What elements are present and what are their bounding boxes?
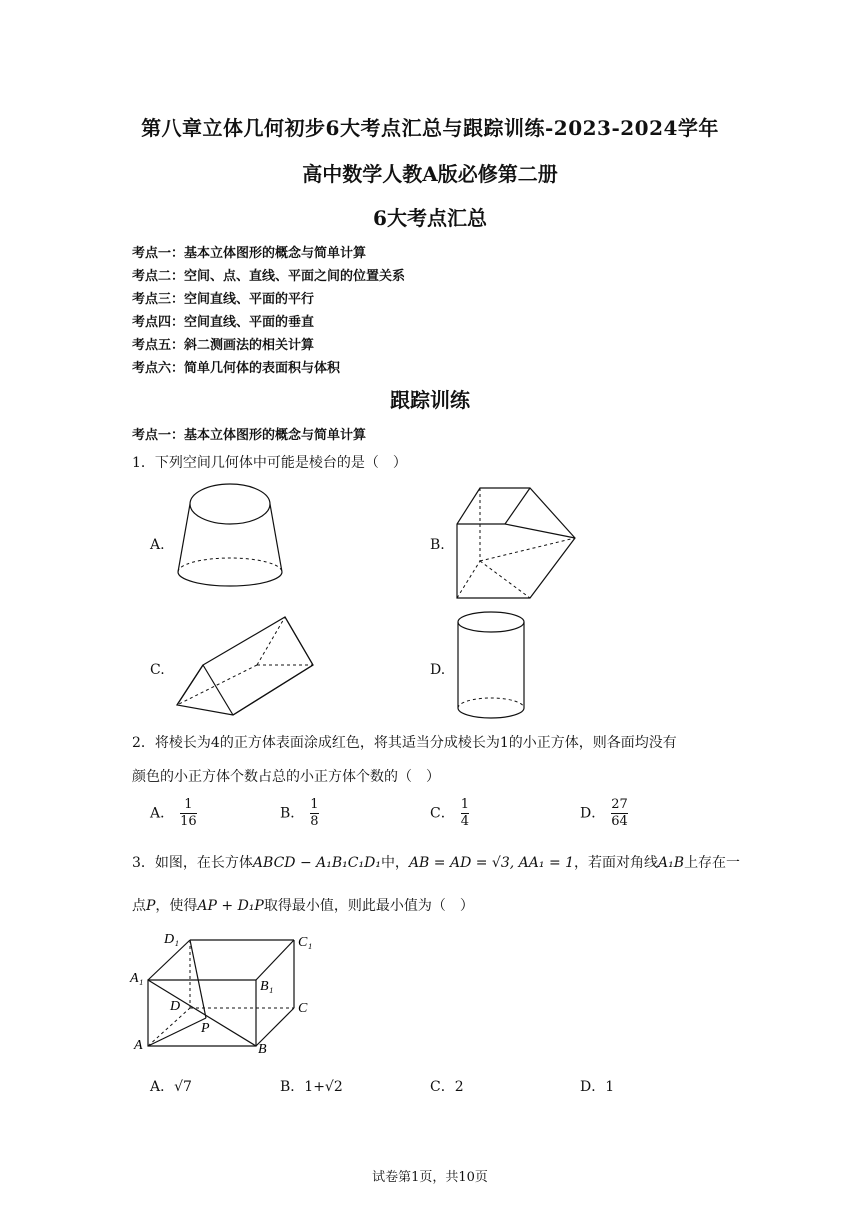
label-b: B <box>258 1042 267 1057</box>
label-d: D <box>170 999 181 1014</box>
summary-heading: 6大考点汇总 <box>373 206 487 230</box>
q3-stem-text-5: 点 <box>132 898 146 914</box>
topic-3: 考点三：空间直线、平面的平行 <box>132 292 315 307</box>
q1-label-b: B. <box>430 537 445 553</box>
q3-diagonal-name: A₁B <box>658 855 685 871</box>
training-heading: 跟踪训练 <box>390 388 470 412</box>
page-footer: 试卷第1页，共10页 <box>372 1170 488 1185</box>
q3-stem-text-7: 取得最小值，则此最小值为（ ） <box>263 898 474 914</box>
q3-option-d-value: 1 <box>605 1079 615 1095</box>
q3-expression: AP + D₁P <box>197 898 264 914</box>
q2-option-b-num: 1 <box>310 797 319 812</box>
label-c: C <box>298 1001 308 1016</box>
q1-stem: 1．下列空间几何体中可能是棱台的是（ ） <box>132 455 407 471</box>
q3-stem-text-1: 3．如图，在长方体 <box>132 855 253 871</box>
topic-5: 考点五：斜二测画法的相关计算 <box>132 338 315 353</box>
q2-option-b-den: 8 <box>310 814 319 829</box>
q2-stem-line-2: 颜色的小正方体个数占总的小正方体个数的（ ） <box>132 769 440 785</box>
topic-1: 考点一：基本立体图形的概念与简单计算 <box>132 246 367 261</box>
q3-given-lengths: AB = AD = √3, AA₁ = 1 <box>408 855 575 871</box>
q3-stem-line-1 <box>132 852 740 872</box>
cylinder-figure <box>455 610 527 722</box>
q2-option-c-label: C． <box>430 805 455 822</box>
q2-option-d-den: 64 <box>611 814 628 829</box>
q3-option-b-label: B． <box>280 1079 305 1095</box>
label-a: A <box>134 1038 143 1053</box>
q3-option-b <box>280 1076 343 1096</box>
q2-option-a-num: 1 <box>184 797 193 812</box>
q3-stem-text-6: ，使得 <box>155 898 198 914</box>
topic-6: 考点六：简单几何体的表面积与体积 <box>132 361 341 376</box>
q2-option-d-label: D． <box>580 805 606 822</box>
q2-option-c-den: 4 <box>460 814 469 829</box>
q3-option-a-label: A． <box>150 1079 175 1095</box>
label-d1: D₁ <box>164 932 179 947</box>
q3-stem-text-2: 中， <box>380 855 409 871</box>
q3-option-a <box>150 1076 192 1096</box>
q2-option-a <box>150 797 197 830</box>
q3-option-d <box>580 1076 614 1096</box>
q2-option-a-label: A． <box>150 805 175 822</box>
q2-option-b-label: B． <box>280 805 305 822</box>
q3-option-b-value: 1+√2 <box>304 1079 343 1095</box>
q2-option-d-num: 27 <box>611 797 628 812</box>
label-b1: B₁ <box>260 979 274 994</box>
q2-option-b <box>280 797 319 830</box>
training-sub-topic: 考点一：基本立体图形的概念与简单计算 <box>132 428 367 443</box>
q3-option-d-label: D． <box>580 1079 606 1095</box>
q1-label-d: D. <box>430 662 446 678</box>
q2-option-d <box>580 797 628 830</box>
q2-option-c <box>430 797 469 830</box>
q3-solid-name: ABCD − A₁B₁C₁D₁ <box>252 855 381 871</box>
label-a1: A₁ <box>130 971 144 986</box>
q3-stem-text-3: ，若面对角线 <box>574 855 659 871</box>
q2-option-a-den: 16 <box>180 814 197 829</box>
q3-option-c-value: 2 <box>454 1079 464 1095</box>
q3-option-a-value: √7 <box>174 1079 192 1095</box>
q2-stem-line-1: 2．将棱长为4的正方体表面涂成红色，将其适当分成棱长为1的小正方体，则各面均没有 <box>132 735 677 751</box>
cuboid-figure <box>128 928 328 1058</box>
label-p: P <box>201 1021 210 1036</box>
q1-label-a: A. <box>150 537 165 553</box>
label-c1: C₁ <box>298 935 313 950</box>
q1-label-c: C. <box>150 662 165 678</box>
q2-option-c-num: 1 <box>460 797 469 812</box>
q3-option-c <box>430 1076 464 1096</box>
title-line-1: 第八章立体几何初步6大考点汇总与跟踪训练-2023-2024学年 <box>141 116 719 140</box>
title-line-2: 高中数学人教A版必修第二册 <box>302 162 558 186</box>
frustum-cone-figure <box>170 480 290 590</box>
triangular-prism-figure <box>175 615 320 720</box>
topic-2: 考点二：空间、点、直线、平面之间的位置关系 <box>132 269 406 284</box>
topic-4: 考点四：空间直线、平面的垂直 <box>132 315 315 330</box>
q3-stem-line-2 <box>132 895 474 915</box>
q3-option-c-label: C． <box>430 1079 455 1095</box>
frustum-prism-figure <box>455 486 580 601</box>
q3-point-name: P <box>146 898 156 914</box>
q3-stem-text-4: 上存在一 <box>684 855 741 871</box>
